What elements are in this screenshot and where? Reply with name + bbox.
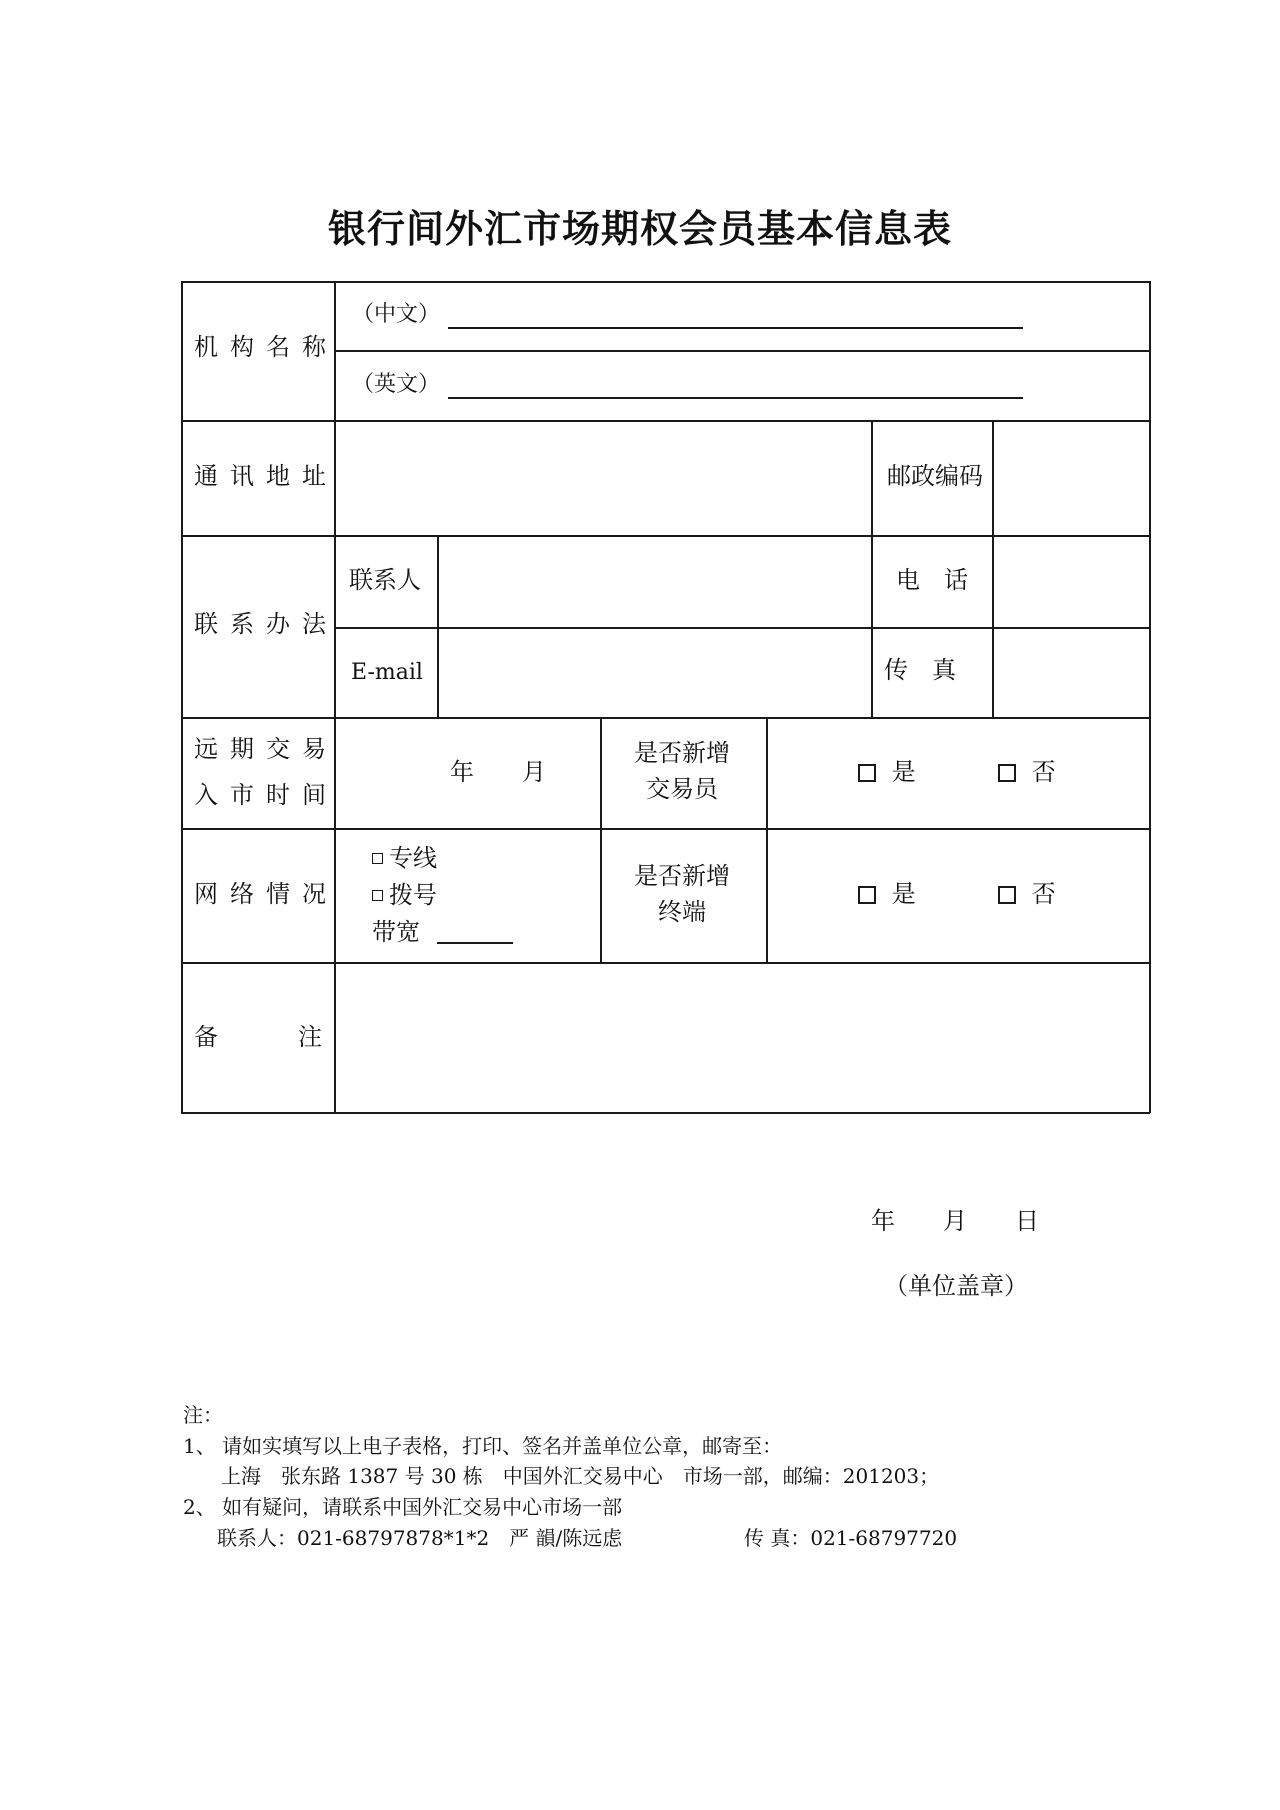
- new-terminal-no-option[interactable]: [998, 882, 1056, 906]
- phone-field[interactable]: [994, 537, 1148, 625]
- row-divider: [181, 717, 1150, 719]
- checkbox-icon[interactable]: [858, 764, 876, 782]
- dedicated-line-option[interactable]: [372, 846, 437, 870]
- org-name-cn-field[interactable]: [448, 327, 1023, 329]
- new-trader-no-option[interactable]: [998, 760, 1056, 784]
- remarks-label-part1: 备: [194, 1023, 218, 1051]
- new-trader-label-line1: 是否新增: [634, 739, 730, 767]
- new-terminal-yes-option[interactable]: [858, 882, 916, 906]
- checkbox-icon[interactable]: [372, 890, 383, 901]
- note-line-1: 1、 请如实填写以上电子表格，打印、签名并盖单位公章，邮寄至：: [183, 1434, 783, 1458]
- row-divider: [334, 350, 1150, 352]
- contact-person-field[interactable]: [439, 537, 869, 625]
- yes-label: 是: [891, 880, 916, 908]
- dialup-label: 拨号: [389, 881, 437, 909]
- org-name-cn-label: （中文）: [352, 302, 441, 327]
- row-divider: [181, 828, 1150, 830]
- table-border-left: [181, 281, 183, 1113]
- entry-time-label-line1: 远期交易: [194, 735, 338, 763]
- signature-date: 年 月 日: [871, 1207, 1039, 1235]
- notes-header: 注：: [183, 1403, 223, 1427]
- note-line-2: 上海 张东路 1387 号 30 栋 中国外汇交易中心 市场一部，邮编：201203；: [221, 1464, 940, 1488]
- remarks-field[interactable]: [336, 964, 1148, 1111]
- dedicated-line-label: 专线: [389, 844, 437, 872]
- note-line-5: 传 真：021-68797720: [744, 1526, 958, 1550]
- org-name-en-field[interactable]: [448, 397, 1023, 399]
- table-border-right: [1149, 281, 1151, 1113]
- page-title: 银行间外汇市场期权会员基本信息表: [327, 207, 952, 251]
- bandwidth-field[interactable]: [437, 942, 513, 944]
- year-month-field[interactable]: 年 月: [450, 758, 546, 786]
- postcode-field[interactable]: [994, 422, 1148, 534]
- checkbox-icon[interactable]: [998, 764, 1016, 782]
- note-line-4: 联系人：021-68797878*1*2 严 韻/陈远虑: [217, 1526, 623, 1550]
- bandwidth-label: 带宽: [372, 918, 420, 946]
- address-field[interactable]: [336, 422, 869, 534]
- address-label: 通讯地址: [194, 462, 338, 490]
- contact-label: 联系办法: [194, 610, 338, 638]
- org-name-en-label: （英文）: [352, 372, 441, 397]
- table-border-top: [181, 281, 1150, 283]
- checkbox-icon[interactable]: [372, 853, 383, 864]
- dialup-option[interactable]: [372, 883, 437, 907]
- email-label: E-mail: [351, 660, 423, 685]
- col-divider: [600, 717, 602, 963]
- contact-person-label: 联系人: [349, 566, 421, 594]
- col-divider: [766, 717, 768, 963]
- seal-label: （单位盖章）: [884, 1272, 1028, 1300]
- fax-label: 传 真: [884, 656, 956, 684]
- note-line-3: 2、 如有疑问，请联系中国外汇交易中心市场一部: [183, 1495, 623, 1519]
- new-terminal-label-line1: 是否新增: [634, 862, 730, 890]
- remarks-label-part2: 注: [298, 1023, 322, 1051]
- yes-label: 是: [891, 758, 916, 786]
- entry-time-label-line2: 入市时间: [194, 781, 338, 809]
- fax-field[interactable]: [994, 629, 1148, 716]
- table-border-bottom: [181, 1112, 1150, 1114]
- email-field[interactable]: [439, 629, 869, 716]
- phone-label: 电 话: [896, 566, 968, 594]
- new-trader-label-line2: 交易员: [646, 775, 718, 803]
- network-label: 网络情况: [194, 880, 338, 908]
- checkbox-icon[interactable]: [998, 886, 1016, 904]
- new-trader-yes-option[interactable]: [858, 760, 916, 784]
- postcode-label: 邮政编码: [887, 462, 983, 490]
- col-divider: [871, 420, 873, 718]
- no-label: 否: [1031, 880, 1056, 908]
- no-label: 否: [1031, 758, 1056, 786]
- org-name-label: 机构名称: [194, 333, 338, 361]
- new-terminal-label-line2: 终端: [658, 898, 706, 926]
- checkbox-icon[interactable]: [858, 886, 876, 904]
